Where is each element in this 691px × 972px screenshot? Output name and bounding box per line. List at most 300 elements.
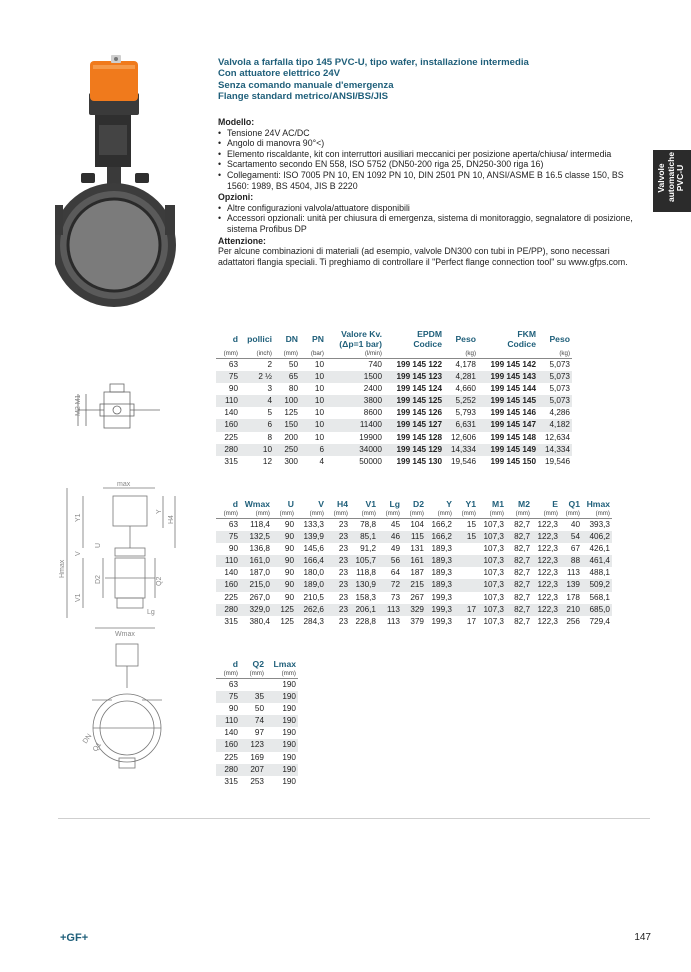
table-cell: 65 (274, 371, 300, 383)
table-cell: 190 (282, 728, 296, 738)
table-cell: 267 (410, 592, 424, 602)
table-cell: 90 (272, 579, 296, 591)
table-cell: 82,7 (506, 555, 532, 567)
table-cell: 82,7 (514, 568, 530, 578)
column-header: FKM Codice (507, 329, 536, 349)
table-cell: 190 (266, 715, 298, 727)
table-cell: 5,073 (538, 395, 572, 407)
table-cell: 4,182 (538, 419, 572, 431)
table-cell: 122,3 (537, 616, 558, 626)
unit-cell: (mm) (272, 509, 296, 519)
table-cell: 5,793 (455, 408, 476, 418)
table-cell: 740 (368, 360, 382, 369)
table-cell: 215,0 (240, 579, 272, 591)
table-cell: 122,3 (532, 531, 560, 543)
table-cell: 50 (254, 704, 264, 714)
table-cell: 178 (566, 592, 580, 602)
table-cell: 200 (284, 432, 298, 442)
modello-title: Modello: (218, 117, 255, 127)
table-cell: 19,546 (450, 456, 476, 466)
table-cell: 67 (570, 544, 580, 554)
table-cell: 40 (570, 520, 580, 529)
gf-logo: +GF+ (60, 932, 89, 944)
table-cell: 85,1 (350, 531, 378, 543)
table-cell: 4,660 (455, 384, 476, 394)
table-cell: 49 (390, 544, 400, 554)
column-header: Peso (549, 334, 570, 344)
table-cell: 5,073 (549, 384, 570, 394)
unit-cell: (mm) (240, 669, 266, 679)
table-cell: 225 (224, 752, 238, 762)
table-cell: 90 (284, 544, 294, 554)
table-cell: 3800 (326, 395, 384, 407)
table-cell: 160 (216, 579, 240, 591)
column-header: d (232, 499, 238, 509)
unit-cell: (mm) (216, 509, 240, 519)
table-cell: 12,634 (544, 432, 570, 442)
table-row (216, 616, 612, 628)
table-cell: 393,3 (589, 520, 610, 529)
footer-divider (58, 818, 650, 819)
table-cell: 90 (228, 544, 238, 554)
table-cell: 4,281 (444, 371, 478, 383)
column-header: d (232, 334, 238, 344)
attenzione-text: Per alcune combinazioni di materiali (ad esempio, valvole DN300 con tubi in PE/PP), sono necessari adattatori flangia speciali. Ti preghiamo di controllare il "Perfect flange connection tool" su www.gfps.com. (218, 246, 628, 267)
table-row (216, 764, 298, 776)
table-cell: 115 (402, 531, 426, 543)
unit-cell: (mm) (266, 669, 298, 679)
table-cell: 74 (240, 715, 266, 727)
list-item: • Tensione 24V AC/DC (218, 128, 648, 139)
dimensions-table (216, 499, 612, 628)
unit-cell: (mm) (454, 509, 478, 519)
table-cell: 14,334 (538, 444, 572, 456)
table-cell: 133,3 (303, 520, 324, 529)
column-header: Lg (389, 499, 400, 509)
side-tab-line: automatiche (665, 151, 676, 202)
table-cell: 107,3 (478, 604, 506, 616)
table-cell: 80 (288, 384, 298, 394)
table-cell: 63 (228, 360, 238, 369)
column-header: d (232, 659, 238, 669)
table-cell: 5,073 (538, 371, 572, 383)
table-cell: 199 145 129 (384, 444, 444, 456)
label-d2: D2 (95, 575, 102, 584)
table-cell: 90 (284, 592, 294, 602)
table-row (216, 371, 572, 383)
table-cell: 82,7 (514, 592, 530, 602)
table-row (216, 592, 612, 604)
table-cell: 166,4 (296, 555, 326, 567)
table-cell: 17 (454, 604, 478, 616)
table-cell: 50000 (359, 456, 382, 466)
column-header: DN (285, 334, 298, 344)
table-cell: 199 145 122 (396, 360, 442, 369)
table-cell: 110 (216, 555, 240, 567)
table-cell: 110 (216, 395, 240, 407)
table-cell: 113 (566, 568, 580, 578)
table-cell: 250 (274, 444, 300, 456)
table-cell: 189,3 (431, 568, 452, 578)
table-cell: 3 (267, 384, 272, 394)
table-cell: 104 (410, 520, 424, 529)
table-cell: 315 (224, 456, 238, 466)
opzioni-title: Opzioni: (218, 192, 254, 203)
table-row (216, 395, 572, 407)
table-cell: 140 (224, 408, 238, 418)
table-cell: 122,3 (537, 592, 558, 602)
opzioni-list (218, 203, 648, 235)
table-row (216, 444, 572, 456)
table-cell: 215 (402, 579, 426, 591)
front-drawing (72, 640, 182, 775)
table-cell: 5,073 (549, 360, 570, 369)
table-cell: 166,2 (426, 531, 454, 543)
table-cell (454, 592, 478, 604)
table-cell: 90 (228, 384, 238, 394)
table-cell: 122,3 (537, 520, 558, 529)
table-cell: 63 (228, 680, 238, 689)
table-cell: 4 (240, 395, 274, 407)
table-cell: 88 (560, 555, 582, 567)
table-cell: 187,0 (249, 568, 270, 578)
table-row (216, 519, 612, 532)
table-cell: 107,3 (478, 555, 506, 567)
heading-line: Valvola a farfalla tipo 145 PVC-U, tipo wafer, installazione intermedia (218, 57, 529, 68)
table-cell: 107,3 (478, 531, 506, 543)
table-cell: 12 (262, 456, 272, 466)
column-header: EPDM Codice (413, 329, 442, 349)
table-cell: 14,334 (444, 444, 478, 456)
product-photo (55, 55, 205, 315)
table-cell: 329,0 (240, 604, 272, 616)
table-cell: 107,3 (483, 520, 504, 529)
table-row (216, 543, 612, 555)
table-cell: 19900 (359, 432, 382, 442)
table-cell: 118,8 (356, 568, 376, 578)
unit-cell: (l/min) (326, 349, 384, 359)
table-cell: 199 145 145 (478, 395, 538, 407)
table-row (216, 679, 298, 692)
table-cell: 426,1 (589, 544, 610, 554)
table-cell: 2400 (363, 384, 382, 394)
table-cell: 5 (267, 408, 272, 418)
unit-cell: (mm) (506, 509, 532, 519)
table-cell: 23 (326, 531, 350, 543)
column-header: E (552, 499, 558, 509)
table-cell: 82,7 (506, 579, 532, 591)
column-header: Q2 (252, 659, 264, 669)
table-cell: 158,3 (355, 592, 376, 602)
table-cell: 190 (266, 764, 298, 776)
table-cell: 210 (560, 604, 582, 616)
list-item: • Angolo di manovra 90°<) (218, 138, 648, 149)
table-cell: 160 (216, 419, 240, 431)
unit-cell: (mm) (350, 509, 378, 519)
table-cell: 488,1 (589, 568, 610, 578)
table-cell: 82,7 (506, 531, 532, 543)
table-cell: 139,9 (296, 531, 326, 543)
table-cell: 23 (326, 579, 350, 591)
table-cell: 50 (288, 360, 298, 369)
table-cell: 113 (378, 604, 402, 616)
lmax-table (216, 659, 298, 788)
table-cell: 73 (390, 592, 400, 602)
table-cell: 82,7 (506, 604, 532, 616)
table-cell: 729,4 (589, 616, 610, 626)
table-cell: 225 (224, 592, 238, 602)
table-cell: 107,3 (483, 592, 504, 602)
column-header: Q1 (568, 499, 580, 509)
table-cell: 4,178 (455, 360, 476, 369)
table-cell: 110 (216, 715, 240, 727)
side-drawing (68, 380, 178, 450)
table-cell: 189,3 (426, 555, 454, 567)
column-header: Peso (455, 334, 476, 344)
table-cell: 315 (224, 616, 238, 626)
table-cell: 379 (410, 616, 424, 626)
table-cell: 199 145 149 (478, 444, 538, 456)
section-side-tab (653, 150, 691, 212)
unit-cell: (mm) (402, 509, 426, 519)
table-cell: 82,7 (514, 520, 530, 529)
column-header: H4 (337, 499, 348, 509)
table-cell: 75 (216, 371, 240, 383)
product-heading (218, 57, 638, 103)
table-cell: 262,6 (296, 604, 326, 616)
table-cell: 54 (560, 531, 582, 543)
table-cell: 90 (272, 531, 296, 543)
table-cell (454, 555, 478, 567)
column-header: PN (312, 334, 324, 344)
table-cell: 150 (274, 419, 300, 431)
table-cell: 280 (216, 444, 240, 456)
table-cell: 90 (284, 568, 294, 578)
heading-line: Flange standard metrico/ANSI/BS/JIS (218, 91, 389, 103)
unit-cell: (mm) (426, 509, 454, 519)
table-cell: 280 (216, 764, 240, 776)
column-header: Wmax (244, 499, 270, 509)
table-cell: 145,6 (303, 544, 324, 554)
table-cell: 4,286 (549, 408, 570, 418)
column-header: D2 (413, 499, 424, 509)
table-cell: 199 145 124 (396, 384, 442, 394)
table-row (216, 739, 298, 751)
side-tab-line: Valvole (656, 163, 666, 193)
table-row (216, 359, 572, 372)
table-cell: 23 (338, 592, 348, 602)
unit-cell: (mm) (216, 669, 240, 679)
table-cell: 10 (300, 395, 326, 407)
column-header: Lmax (273, 659, 296, 669)
table-cell: 10 (300, 371, 326, 383)
list-item: • Elemento riscaldante, kit con interruttori ausiliari meccanici per posizione aperta/chiusa/ intermedia (218, 149, 648, 160)
table-row (216, 703, 298, 715)
heading-line: Senza comando manuale d'emergenza (218, 79, 394, 91)
table-cell: 187 (410, 568, 424, 578)
table-cell: 199 145 130 (396, 456, 442, 466)
table-cell: 189,3 (426, 579, 454, 591)
column-header: U (287, 499, 294, 509)
unit-cell: (mm) (216, 349, 240, 359)
table-cell: 23 (338, 544, 348, 554)
table-cell: 210,5 (303, 592, 324, 602)
table-cell: 190 (266, 691, 298, 703)
column-header: Valore Kv. (Δp=1 bar) (339, 329, 382, 349)
table-cell: 4 (319, 456, 324, 466)
unit-cell: (mm) (378, 509, 402, 519)
table-row (216, 776, 298, 788)
order-table (216, 329, 572, 468)
table-cell: 82,7 (514, 616, 530, 626)
table-cell: 189,0 (296, 579, 326, 591)
table-cell: 190 (266, 739, 298, 751)
label-h4: H4 (168, 515, 175, 524)
table-cell: 315 (224, 776, 238, 786)
table-cell: 90 (284, 520, 294, 529)
table-cell: 139 (560, 579, 582, 591)
table-cell: 107,3 (483, 568, 504, 578)
label-q2: Q2 (156, 576, 163, 586)
table-cell: 6 (240, 419, 274, 431)
table-cell: 10 (240, 444, 274, 456)
table-row (216, 407, 572, 419)
table-cell: 166,2 (431, 520, 452, 529)
table-cell: 113 (386, 616, 400, 626)
table-cell: 2 ½ (240, 371, 274, 383)
table-row (216, 419, 572, 431)
table-row (216, 604, 612, 616)
table-cell: 509,2 (582, 579, 612, 591)
table-cell: 199 145 144 (490, 384, 536, 394)
table-cell: 199 145 123 (384, 371, 444, 383)
table-cell: 199,3 (426, 604, 454, 616)
column-header: V1 (365, 499, 376, 509)
table-cell: 267,0 (249, 592, 270, 602)
table-cell: 1500 (326, 371, 384, 383)
list-item: • Altre configurazioni valvola/attuatore disponibili (218, 203, 648, 214)
table-cell: 45 (390, 520, 400, 529)
column-header: V (318, 499, 324, 509)
table-cell: 8600 (363, 408, 382, 418)
table-cell: 6 (300, 444, 326, 456)
label-dn: DN (81, 732, 94, 746)
table-cell: 199 145 125 (384, 395, 444, 407)
table-cell: 107,3 (483, 616, 504, 626)
table-cell: 207 (240, 764, 266, 776)
table-cell: 19,546 (544, 456, 570, 466)
heading-line: Con attuatore elettrico 24V (218, 68, 341, 80)
modello-list (218, 128, 648, 192)
table-cell: 199 145 142 (490, 360, 536, 369)
table-cell: 122,3 (532, 604, 560, 616)
label-hmax: Hmax (59, 559, 66, 578)
table-cell: 130,9 (350, 579, 378, 591)
table-cell: 107,3 (478, 579, 506, 591)
table-cell: 199 145 127 (384, 419, 444, 431)
table-cell: 23 (326, 555, 350, 567)
table-cell: 23 (338, 616, 348, 626)
label-v1: V1 (75, 593, 82, 602)
table-cell: 23 (338, 520, 348, 529)
table-cell: 160 (216, 739, 240, 751)
table-cell: 253 (250, 776, 264, 786)
table-cell: 23 (338, 568, 348, 578)
unit-cell: (bar) (300, 349, 326, 359)
table-cell: 225 (224, 432, 238, 442)
table-cell: 300 (284, 456, 298, 466)
column-header: M1 (492, 499, 504, 509)
table-cell: 10 (314, 408, 324, 418)
table-row (216, 727, 298, 739)
column-header: Y (446, 499, 452, 509)
table-cell (240, 679, 266, 692)
unit-cell: (kg) (538, 349, 572, 359)
unit-cell: (kg) (444, 349, 478, 359)
table-cell: 380,4 (249, 616, 270, 626)
table-cell: 46 (378, 531, 402, 543)
label-y: Y (156, 509, 163, 514)
label-m2m1: M2 M1 (75, 394, 82, 416)
table-cell: 136,8 (249, 544, 270, 554)
table-cell: 97 (254, 728, 264, 738)
label-wmax: Wmax (115, 631, 135, 638)
table-cell: 329 (402, 604, 426, 616)
column-header: pollici (247, 334, 272, 344)
table-cell: 15 (454, 531, 478, 543)
table-cell: 82,7 (514, 544, 530, 554)
table-cell: 568,1 (589, 592, 610, 602)
list-item: • Collegamenti: ISO 7005 PN 10, EN 1092 PN 10, DIN 2501 PN 10, ANSI/ASME B 16.5 classe 150, BS 1560: 1989, BS 4504, JIS B 2220 (218, 170, 648, 191)
table-cell: 122,3 (532, 579, 560, 591)
table-cell: 8 (267, 432, 272, 442)
table-cell (454, 567, 478, 579)
table-cell: 125 (284, 408, 298, 418)
table-cell: 461,4 (582, 555, 612, 567)
table-cell: 199 145 128 (396, 432, 442, 442)
label-wmax-top: max (117, 481, 131, 488)
table-cell: 161,0 (240, 555, 272, 567)
table-row (216, 691, 298, 703)
table-cell: 78,8 (360, 520, 376, 529)
table-cell: 2 (267, 360, 272, 369)
table-cell: 35 (240, 691, 266, 703)
label-v: V (75, 551, 82, 556)
table-cell: 131 (410, 544, 424, 554)
table-cell: 6,631 (444, 419, 478, 431)
table-row (216, 579, 612, 591)
unit-cell: (mm) (478, 509, 506, 519)
label-lg: Lg (147, 609, 155, 616)
table-row (216, 752, 298, 764)
table-row (216, 555, 612, 567)
table-cell: 11400 (326, 419, 384, 431)
table-cell: 56 (378, 555, 402, 567)
table-cell: 5,252 (444, 395, 478, 407)
table-cell: 199,3 (431, 616, 452, 626)
table-cell: 180,0 (303, 568, 324, 578)
table-cell: 199 145 148 (490, 432, 536, 442)
table-cell: 125 (280, 616, 294, 626)
column-header: Y1 (465, 499, 476, 509)
table-row (216, 531, 612, 543)
table-cell: 10 (300, 419, 326, 431)
table-cell: 90 (272, 555, 296, 567)
table-cell: 161 (402, 555, 426, 567)
table-cell: 12,606 (450, 432, 476, 442)
label-q1: Q1 (91, 741, 103, 754)
table-cell: 91,2 (360, 544, 376, 554)
